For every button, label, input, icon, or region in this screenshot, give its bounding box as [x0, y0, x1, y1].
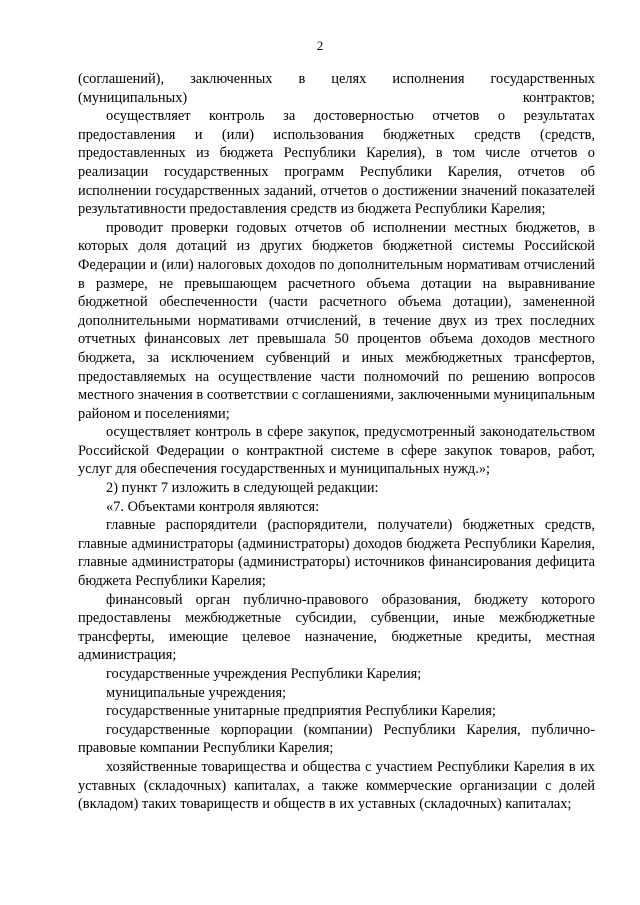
paragraph: осуществляет контроль в сфере закупок, предусмотренный законодательством Российской Федерации о контрактной системе в сфере закупок товаров, работ, услуг для обеспечения государственных и муниципальных нужд.»;	[78, 424, 595, 478]
paragraph: «7. Объектами контроля являются:	[106, 498, 320, 515]
paragraph: финансовый орган публично-правового образования, бюджету которого предоставлены межбюджетные субсидии, субвенции, иные межбюджетные трансферты, имеющие целевое назначение, бюджетные кредиты, местная администрация;	[78, 591, 595, 664]
paragraph: осуществляет контроль за достоверностью отчетов о результатах предоставления и (или) использования бюджетных средств (средств, предоставленных из бюджета Республики Карелия), в том числе отчетов о реализации государственных программ Республики Карелия, отчетов об исполнении государственных заданий, отчетов о достижении значений показателей результативности предоставления средств из бюджета Республики Карелия;	[78, 108, 595, 218]
paragraph: проводит проверки годовых отчетов об исполнении местных бюджетов, в которых доля дотаций из других бюджетов бюджетной системы Российской Федерации и (или) налоговых доходов по дополнительным нормативам отчислений в размере, не превышающем расчетного объема дотации на выравнивание бюджетной обеспеченности (части расчетного объема дотации), замененной дополнительными нормативами отчислений, в течение двух из трех последних отчетных финансовых лет превышала 50 процентов объема доходов местного бюджета, за исключением субвенций и иных межбюджетных трансфертов, предоставляемых на осуществление части полномочий по решению вопросов местного значения в соответствии с соглашениями, заключенными муниципальным районом и поселениями;	[78, 219, 595, 422]
paragraph: государственные учреждения Республики Карелия;	[106, 666, 422, 682]
paragraph: государственные корпорации (компании) Республики Карелия, публично-правовые компании Республики Карелия;	[78, 721, 595, 757]
document-body	[78, 70, 595, 814]
paragraph: 2) пункт 7 изложить в следующей редакции:	[106, 480, 379, 497]
paragraph: главные распорядители (распорядители, получатели) бюджетных средств, главные администраторы (администраторы) доходов бюджета Республики Карелия, главные администраторы (администраторы) источников финансирования дефицита бюджета Республики Карелия;	[78, 517, 595, 590]
paragraph: хозяйственные товарищества и общества с участием Республики Карелия в их уставных (складочных) капиталах, а также коммерческие организации с долей (вкладом) таких товариществ и обществ в их уставных (складочных) капиталах;	[78, 758, 595, 813]
paragraph: государственные унитарные предприятия Республики Карелия;	[106, 703, 496, 720]
paragraph: муниципальные учреждения;	[106, 684, 287, 701]
paragraph: (соглашений), заключенных в целях исполнения государственных (муниципальных) контрактов;	[78, 71, 595, 106]
page-number: 2	[316, 38, 324, 53]
